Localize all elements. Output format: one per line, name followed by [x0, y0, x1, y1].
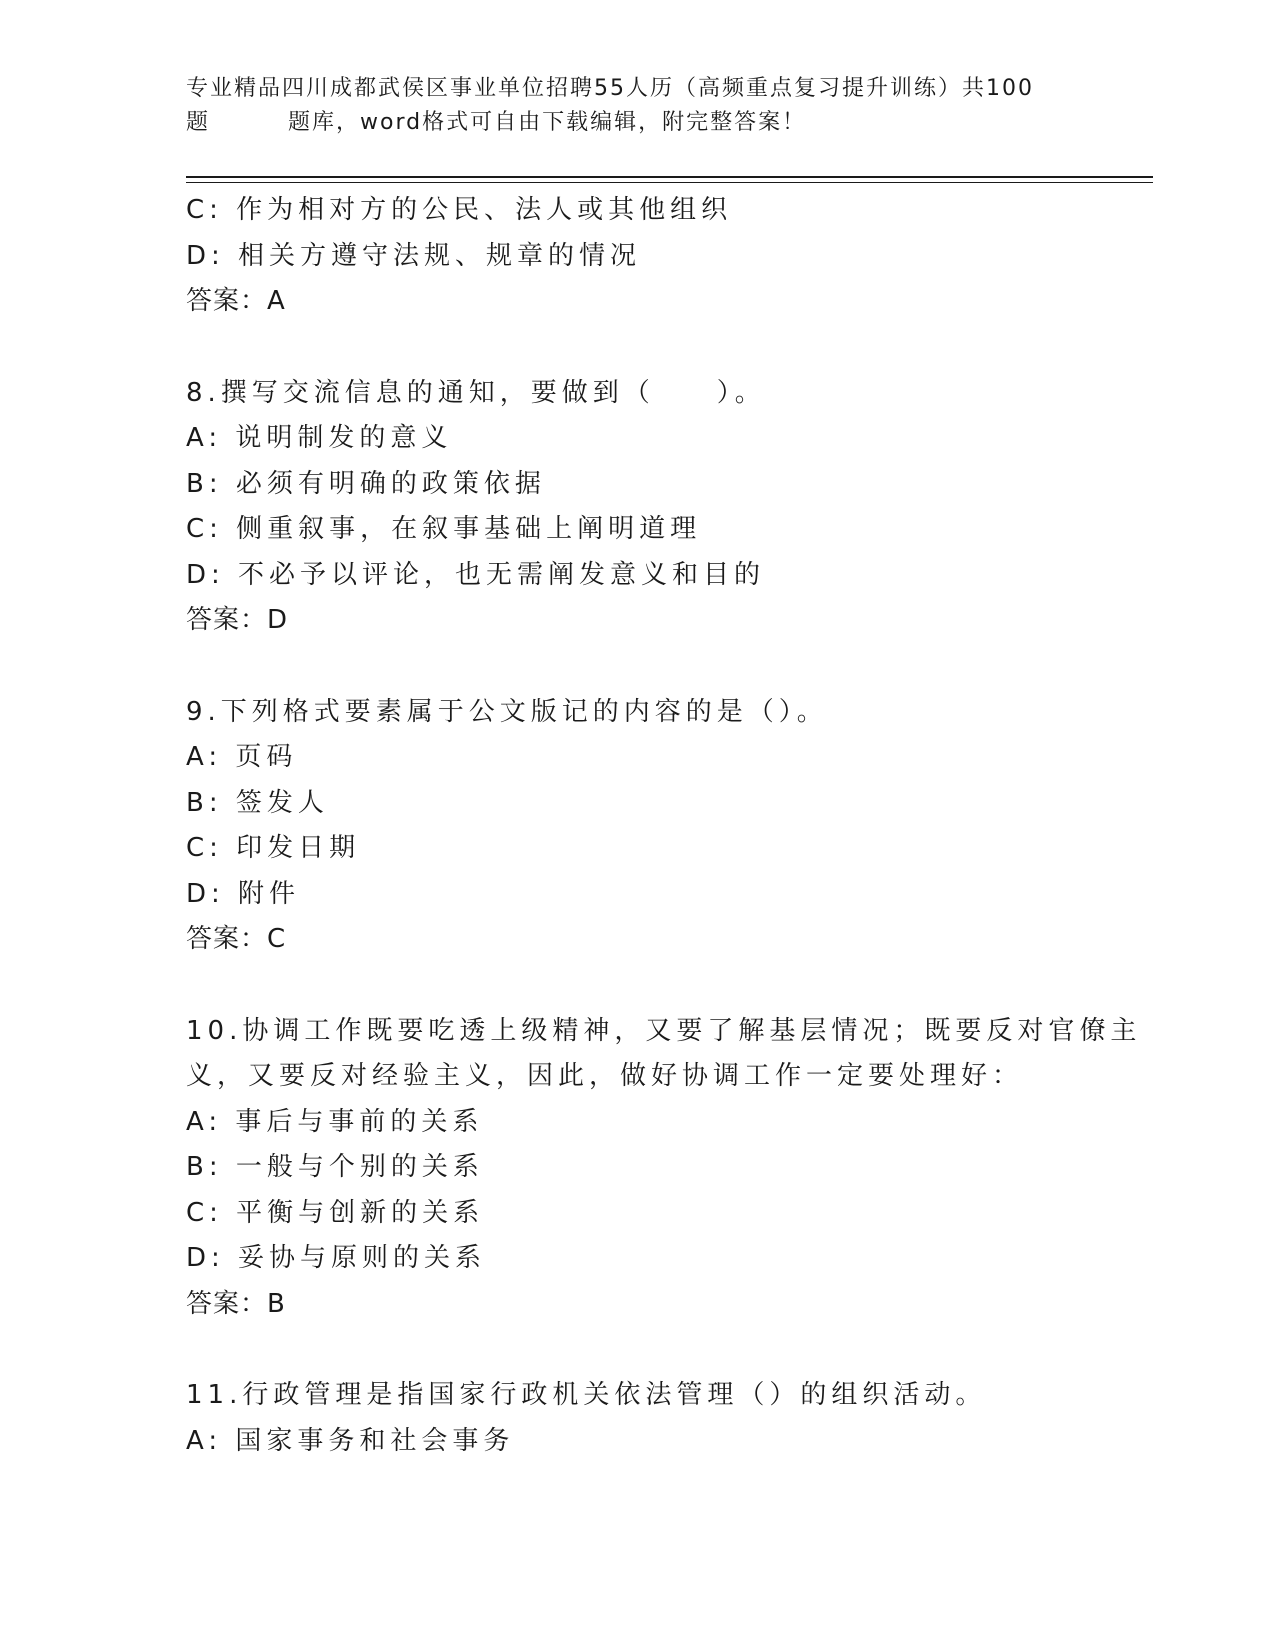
option-c: C: 印发日期 — [186, 833, 361, 863]
header-title-line1: 专业精品四川成都武侯区事业单位招聘55人历（高频重点复习提升训练）共100 — [186, 76, 1034, 101]
answer-line: 答案：D — [186, 605, 289, 635]
question-8 — [186, 371, 1086, 644]
option-a: A: 国家事务和社会事务 — [186, 1425, 515, 1456]
option-d: D: 相关方遵守法规、规章的情况 — [186, 240, 642, 271]
header-title-line2-prefix: 题 — [186, 110, 211, 135]
option-c: C: 侧重叙事，在叙事基础上阐明道理 — [186, 514, 702, 544]
option-d: D: 妥协与原则的关系 — [186, 1243, 487, 1273]
question-11 — [186, 1373, 1086, 1464]
option-b: B: 签发人 — [186, 787, 329, 818]
header-rule-thin — [186, 182, 1153, 183]
answer-line: 答案：C — [186, 924, 287, 954]
header-title-line2 — [186, 106, 1086, 140]
question-stem: 11.行政管理是指国家行政机关依法管理（）的组织活动。 — [186, 1380, 987, 1410]
option-c: C: 作为相对方的公民、法人或其他组织 — [186, 195, 733, 225]
question-stem-line2: 义，又要反对经验主义，因此，做好协调工作一定要处理好： — [186, 1061, 1024, 1091]
option-b: B: 必须有明确的政策依据 — [186, 468, 546, 499]
question-9 — [186, 690, 1086, 963]
question-stem: 9.下列格式要素属于公文版记的内容的是（）。 — [186, 696, 828, 727]
option-c: C: 平衡与创新的关系 — [186, 1197, 485, 1228]
option-d: D: 附件 — [186, 878, 301, 909]
question-list — [186, 188, 1142, 1464]
question-stem: 8.撰写交流信息的通知，要做到（ ）。 — [186, 377, 766, 408]
question-10 — [186, 1009, 1142, 1328]
document-header — [186, 72, 1086, 140]
header-title-line2-text: 题库，word格式可自由下载编辑，附完整答案！ — [288, 110, 807, 135]
header-rule-thick — [186, 176, 1153, 178]
option-a: A: 事后与事前的关系 — [186, 1106, 484, 1137]
question-7-tail — [186, 188, 1086, 325]
option-a: A: 页码 — [186, 742, 298, 772]
question-stem-line1: 10.协调工作既要吃透上级精神，又要了解基层情况；既要反对官僚主 — [186, 1015, 1142, 1046]
option-b: B: 一般与个别的关系 — [186, 1152, 484, 1182]
answer-line: 答案：B — [186, 1288, 286, 1319]
answer-line: 答案：A — [186, 286, 286, 316]
option-a: A: 说明制发的意义 — [186, 423, 453, 453]
option-d: D: 不必予以评论，也无需阐发意义和目的 — [186, 559, 766, 590]
